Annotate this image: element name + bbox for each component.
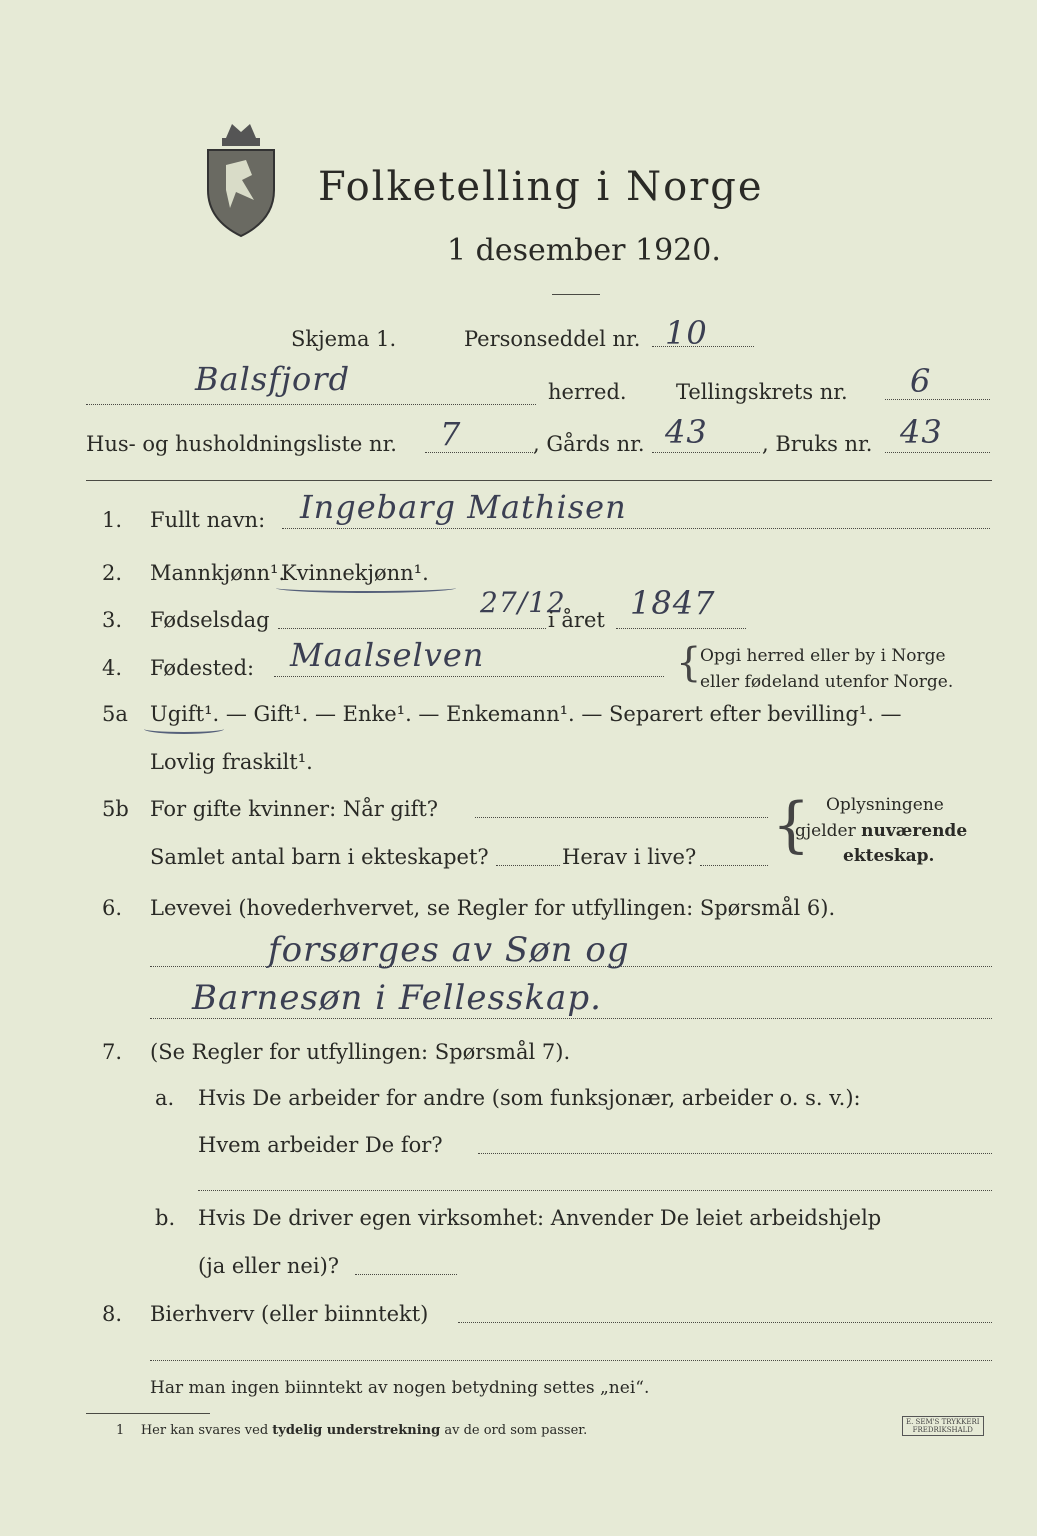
full-name-value[interactable]: Ingebarg Mathisen (300, 488, 627, 526)
q5b-label1: For gifte kvinner: Når gift? (150, 797, 439, 821)
male-option[interactable]: Mannkjønn¹. (150, 561, 286, 585)
q4-note-line2: eller fødeland utenfor Norge. (700, 672, 954, 692)
header-rule (86, 480, 992, 481)
q1-number: 1. (102, 508, 123, 532)
q4-label: Fødested: (150, 656, 255, 680)
marital-status-options-line2[interactable]: Lovlig fraskilt¹. (150, 750, 313, 774)
birth-year-value[interactable]: 1847 (630, 584, 716, 622)
side-income-field-line2[interactable] (150, 1360, 992, 1361)
footnote: 1 Her kan svares ved tydelig understrekning av de ord som passer. (116, 1423, 588, 1438)
personseddel-value[interactable]: 10 (665, 314, 708, 352)
occupation-value-line2[interactable]: Barnesøn i Fellesskap. (192, 978, 602, 1018)
q4-brace: { (676, 640, 702, 686)
birthplace-value[interactable]: Maalselven (290, 636, 485, 674)
personseddel-label: Personseddel nr. (464, 327, 641, 351)
q7b-label: Hvis De driver egen virksomhet: Anvender De leiet arbeidshjelp (198, 1206, 882, 1230)
q5b-note-line1: Oplysningene (826, 795, 944, 815)
occupation-value-line1[interactable]: forsørges av Søn og (268, 930, 630, 970)
gards-label: , Gårds nr. (533, 432, 645, 456)
herred-value[interactable]: Balsfjord (195, 360, 351, 398)
hus-label: Hus- og husholdningsliste nr. (86, 432, 397, 456)
q5b-label3: Herav i live? (562, 845, 697, 869)
employer-field-line2[interactable] (198, 1190, 992, 1191)
q8-number: 8. (102, 1302, 123, 1326)
q6-number: 6. (102, 896, 123, 920)
q7b-label2: (ja eller nei)? (198, 1254, 340, 1278)
footnote-rule (86, 1413, 210, 1414)
tellingskrets-label: Tellingskrets nr. (676, 380, 848, 404)
q5b-label2: Samlet antal barn i ekteskapet? (150, 845, 489, 869)
hired-help-field[interactable] (355, 1274, 457, 1275)
coat-of-arms-icon (196, 120, 286, 240)
herred-label: herred. (548, 380, 627, 404)
bruks-label: , Bruks nr. (762, 432, 873, 456)
year-label: i året (548, 608, 605, 632)
q4-note-line1: Opgi herred eller by i Norge (700, 646, 946, 666)
q5b-brace: { (772, 790, 811, 860)
female-option[interactable]: Kvinnekjønn¹. (281, 561, 429, 585)
q3-number: 3. (102, 608, 123, 632)
q3-label: Fødselsdag (150, 608, 270, 632)
q5b-note-line2: gjelder nuværende (795, 821, 968, 841)
bruks-value[interactable]: 43 (900, 413, 943, 451)
printer-stamp: E. SEM'S TRYKKERI FREDRIKSHALD (902, 1416, 984, 1436)
marital-status-options[interactable]: Ugift¹. — Gift¹. — Enke¹. — Enkemann¹. — Separert efter bevilling¹. — (150, 702, 902, 726)
q7-number: 7. (102, 1040, 123, 1064)
ugift-underline (144, 724, 224, 734)
hus-value[interactable]: 7 (440, 415, 462, 453)
q2-number: 2. (102, 561, 123, 585)
footer-note: Har man ingen biinntekt av nogen betydning settes „nei“. (150, 1378, 650, 1398)
q6-label: Levevei (hovederhvervet, se Regler for utfyllingen: Spørsmål 6). (150, 896, 836, 920)
q7a-label2: Hvem arbeider De for? (198, 1133, 443, 1157)
q4-number: 4. (102, 656, 123, 680)
q5b-note-line3: ekteskap. (843, 846, 935, 866)
form-title: Folketelling i Norge (318, 164, 764, 210)
title-divider (552, 294, 600, 295)
gards-value[interactable]: 43 (665, 413, 708, 451)
q7a-number: a. (155, 1086, 175, 1110)
q7-label: (Se Regler for utfyllingen: Spørsmål 7). (150, 1040, 571, 1064)
q7b-number: b. (155, 1206, 176, 1230)
q7a-label: Hvis De arbeider for andre (som funksjonær, arbeider o. s. v.): (198, 1086, 861, 1110)
female-underline (276, 583, 456, 593)
q5a-number: 5a (102, 702, 128, 726)
employer-field[interactable] (478, 1153, 992, 1154)
side-income-field[interactable] (458, 1322, 992, 1323)
q8-label: Bierhverv (eller biinntekt) (150, 1302, 429, 1326)
birth-day-value[interactable]: 27/12 (480, 586, 566, 619)
q1-label: Fullt navn: (150, 508, 266, 532)
q5b-number: 5b (102, 797, 129, 821)
skjema-label: Skjema 1. (291, 327, 397, 351)
tellingskrets-value[interactable]: 6 (910, 362, 932, 400)
census-date: 1 desember 1920. (447, 233, 721, 268)
